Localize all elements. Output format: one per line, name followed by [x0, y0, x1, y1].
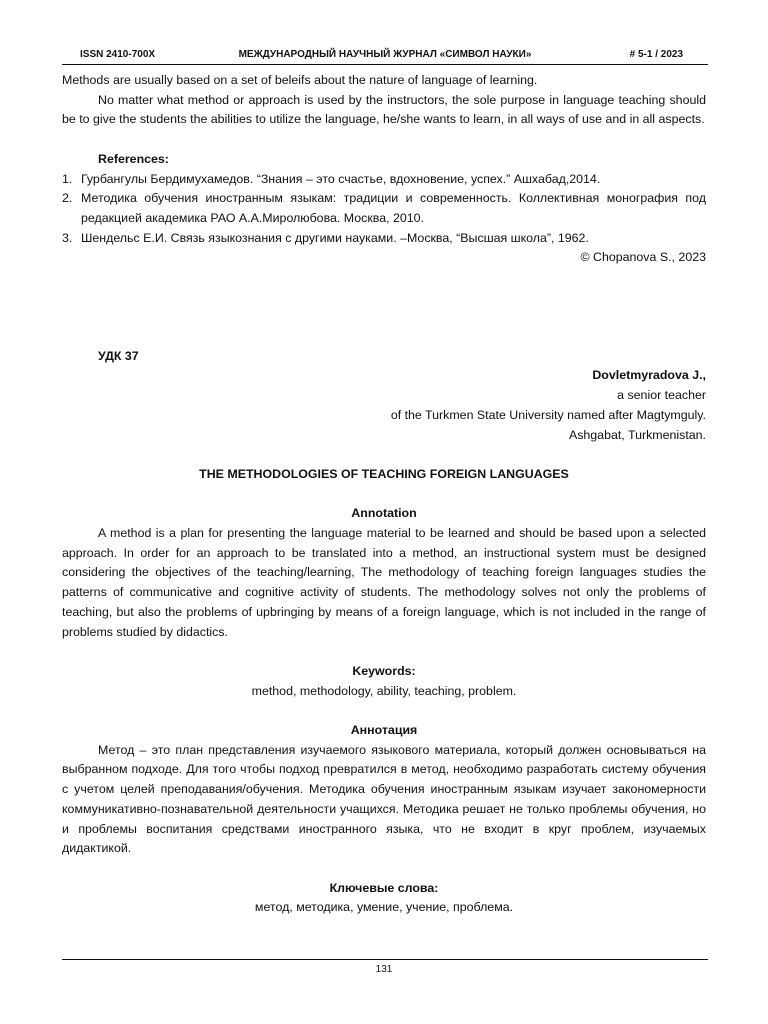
article-title: THE METHODOLOGIES OF TEACHING FOREIGN LANGUAGES: [199, 466, 569, 481]
annotation-ru-heading: Аннотация: [350, 723, 418, 738]
header-issn: ISSN 2410-700X: [80, 49, 156, 60]
reference-item: [62, 189, 706, 228]
page-number: 131: [375, 964, 393, 975]
footer-rule: [62, 959, 708, 960]
header-journal-title: МЕЖДУНАРОДНЫЙ НАУЧНЫЙ ЖУРНАЛ «СИМВОЛ НАУКИ»: [238, 49, 532, 60]
annotation-ru-text: Метод – это план представления изучаемого языкового материала, который должен основываться на выбранном подходе. Для того чтобы подход превратился в метод, необходимо разработать систему обучения с учетом целей преподавания/обучения. Методика обучения иностранным языкам изучает закономерности коммуникативно-познавательной деятельности учащихся. Методика решает не только проблемы обучения, но и проблемы воспитания средствами иностранного языка, что не входит в круг проблем, изучаемых дидактикой.: [62, 742, 706, 856]
keywords-ru-heading: Ключевые слова:: [329, 880, 439, 895]
reference-text: Шендельс Е.И. Связь языкознания с другими науками. –Москва, “Высшая школа”, 1962.: [81, 230, 589, 245]
reference-text: Методика обучения иностранным языкам: традиции и современность. Коллективная монография под редакцией академика РАО А.А.Миролюбова. Москва, 2010.: [81, 191, 706, 225]
keywords-text: method, methodology, ability, teaching, problem.: [251, 683, 517, 698]
reference-item: [62, 229, 706, 249]
reference-text: Гурбангулы Бердимухамедов. “Знания – это счастье, вдохновение, успех.” Ашхабад,2014.: [81, 171, 601, 186]
keywords-ru-text: метод, методика, умение, учение, проблема.: [254, 900, 514, 915]
header-rule: [62, 64, 708, 65]
prev-article-paragraph: No matter what method or approach is used by the instructors, the sole purpose in language teaching should be to give the students the abilities to utilize the language, he/she wants to learn, in all ways of use and in all aspects.: [62, 92, 706, 127]
author-location: Ashgabat, Turkmenistan.: [568, 427, 706, 442]
author-position: a senior teacher: [617, 388, 706, 403]
running-header: [62, 46, 708, 63]
keywords-heading: Keywords:: [352, 663, 416, 678]
header-issue: # 5-1 / 2023: [629, 49, 683, 60]
annotation-text: A method is a plan for presenting the language material to be learned and should be based upon a selected approach. In order for an approach to be translated into a method, an instructional system must be designed considering the objectives of the teaching/learning, The methodology of teaching foreign languages studies the patterns of communicative and cognitive activity of students. The methodology solves not only the problems of teaching, but also the problems of upbringing by means of a foreign language, which is not included in the range of problems studied by didactics.: [62, 526, 706, 639]
references-heading: References:: [98, 151, 169, 166]
reference-number: 1.: [62, 171, 73, 186]
author-name: Dovletmyradova J.,: [592, 368, 706, 383]
reference-item: [62, 170, 706, 190]
annotation-heading: Annotation: [351, 506, 417, 521]
page-body: [62, 71, 706, 918]
copyright-line: © Chopanova S., 2023: [580, 250, 706, 265]
author-affiliation: of the Turkmen State University named after Magtymguly.: [390, 407, 706, 422]
udk-code: УДК 37: [98, 348, 139, 363]
reference-number: 3.: [62, 230, 73, 245]
prev-article-paragraph: Methods are usually based on a set of beleifs about the nature of language of learning.: [62, 73, 538, 87]
reference-number: 2.: [62, 191, 73, 206]
